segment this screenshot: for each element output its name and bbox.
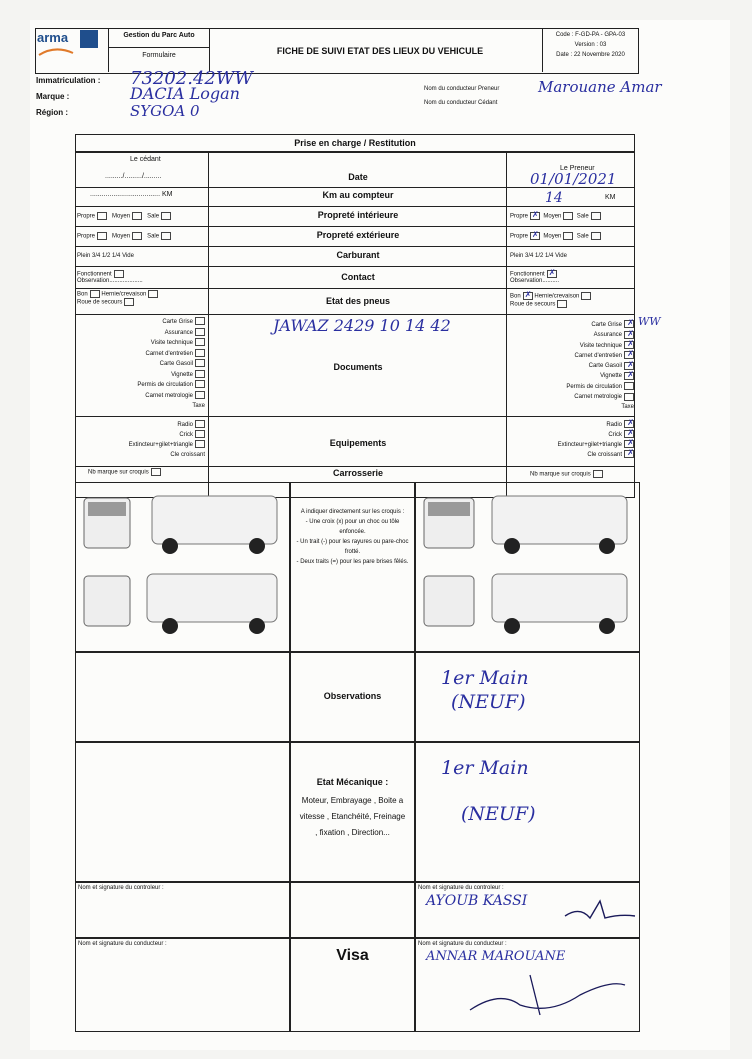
van-sketch-left-icon — [82, 488, 282, 638]
cedant-ext-opts[interactable]: Propre Moyen Sale — [77, 232, 171, 240]
sig-conducteur-value: ANNAR MAROUANE — [426, 949, 566, 964]
cedant-date-field[interactable]: ........./........./......... — [105, 173, 162, 180]
mecanique-value-cell[interactable]: 1er Main (NEUF) — [415, 742, 640, 882]
immat-label: Immatriculation : — [36, 76, 101, 85]
observations-label-cell: Observations — [290, 652, 415, 742]
form-title: FICHE DE SUIVI ETAT DES LIEUX DU VEHICULE — [276, 46, 484, 56]
marque-label: Marque : — [36, 92, 70, 101]
preneur-km-unit: KM — [605, 194, 616, 201]
preneur-docs-list[interactable]: Carte Grise✗ Assurance✗ Visite technique✗ Carnet d'entretien✗ Carte Gasoil✗ Vignette✗ Permis de circulation Carnet metrologie Taxe — [510, 320, 634, 413]
dept-title: Gestion du Parc Auto — [123, 32, 195, 39]
cedant-croquis[interactable]: Nb marque sur croquis — [88, 468, 161, 476]
sig-controleur-preneur-label: Nom et signature du controleur : — [418, 885, 504, 891]
meta-cell — [542, 28, 638, 72]
company-logo — [37, 30, 77, 70]
row-contact: Contact — [341, 272, 375, 282]
preneur-carte-grise-note: WW — [638, 315, 661, 328]
preneur-label: Nom du conducteur Preneur — [424, 86, 500, 92]
preneur-int-opts[interactable]: Propre✗ Moyen Sale — [510, 212, 601, 220]
cedant-tyre-opts[interactable]: Bon Hernie/crevaison Roue de secours — [77, 290, 158, 306]
logo-text: arma — [37, 30, 69, 45]
row-carburant: Carburant — [336, 250, 380, 260]
form-code: Code : F-GD-PA - GPA-03 — [555, 32, 626, 38]
signature-conducteur-icon — [460, 960, 630, 1025]
preneur-ext-opts[interactable]: Propre✗ Moyen Sale — [510, 232, 601, 240]
row-carrosserie: Carrosserie — [332, 468, 384, 478]
row-pneus: Etat des pneus — [325, 296, 390, 306]
cedant-label: Nom du conducteur Cédant — [424, 100, 498, 106]
sig-conducteur-preneur-label: Nom et signature du conducteur : — [418, 941, 507, 947]
cedant-km-field[interactable]: .................................... KM — [90, 191, 173, 198]
preneur-croquis[interactable]: Nb marque sur croquis — [530, 470, 603, 478]
marque-value: DACIA Logan — [130, 84, 240, 103]
form-version: Version : 03 — [574, 42, 607, 48]
row-equipements: Equipements — [329, 438, 387, 448]
dept-cell — [108, 28, 210, 72]
cedant-int-opts[interactable]: Propre Moyen Sale — [77, 212, 171, 220]
cedant-fuel-opts[interactable]: Plein 3/4 1/2 1/4 Vide — [77, 253, 134, 259]
row-documents: Documents — [333, 362, 383, 372]
mecanique-label-cell: Etat Mécanique : Moteur, Embrayage , Boite a vitesse , Etanchéité, Freinage , fixation , Direction... — [290, 742, 415, 882]
sig-controleur-value: AYOUB KASSI — [426, 893, 528, 909]
preneur-value: Marouane Amar — [538, 78, 662, 96]
visa-cell: Visa — [290, 938, 415, 1032]
row-propre-ext: Propreté extérieure — [316, 230, 400, 240]
preneur-date-value: 01/01/2021 — [530, 170, 617, 188]
croquis-instructions-cell: A indiquer directement sur les croquis : - Une croix (x) pour un choc ou tôle enfoncée. - Un trait (-) pour les rayures ou pare-choc frotté. - Deux traits (=) pour les pare brises fêlés. — [290, 482, 415, 652]
sig-controleur-cedant-label: Nom et signature du controleur : — [78, 885, 164, 891]
form-sheet — [30, 20, 730, 1050]
cedant-equip-list[interactable]: Radio Crick Extincteur+gilet+triangle Cle croissant — [128, 422, 205, 458]
emblem-icon — [80, 30, 98, 48]
section-title-cell: Prise en charge / Restitution — [75, 134, 635, 152]
form-date: Date : 22 Novembre 2020 — [556, 52, 625, 58]
cedant-docs-list[interactable]: Carte Grise Assurance Visite technique Carnet d'entretien Carte Gasoil Vignette Permis de circulation Carnet metrologie Taxe — [137, 319, 205, 409]
preneur-fuel-opts[interactable]: Plein 3/4 1/2 1/4 Vide — [510, 253, 567, 259]
row-date: Date — [348, 172, 368, 182]
preneur-docs-note: JAWAZ 2429 10 14 42 — [273, 316, 451, 335]
preneur-equip-list[interactable]: Radio✗ Crick✗ Extincteur+gilet+triangle✗ Cle croissant✗ — [510, 420, 634, 460]
sig-conducteur-cedant-label: Nom et signature du conducteur : — [78, 941, 167, 947]
preneur-head: Le Preneur — [560, 165, 595, 172]
signature-controleur-icon — [560, 896, 640, 926]
van-sketch-right-icon — [422, 488, 632, 638]
preneur-tyre-opts[interactable]: Bon✗ Hernie/crevaison Roue de secours — [510, 292, 591, 308]
dept-sub: Formulaire — [109, 47, 209, 59]
region-value: SYGOA 0 — [130, 102, 200, 120]
region-label: Région : — [36, 108, 68, 117]
preneur-contact-opts[interactable]: Fonctionnent✗ Observation.......... — [510, 270, 559, 284]
row-propre-int: Propreté intérieure — [317, 210, 399, 220]
immat-value: 73202.42WW — [130, 68, 253, 89]
logo-swoosh-icon — [37, 45, 75, 59]
row-km: Km au compteur — [322, 190, 394, 200]
preneur-km-value: 14 — [545, 190, 563, 206]
observations-value-cell[interactable]: 1er Main (NEUF) — [415, 652, 640, 742]
cedant-head: Le cédant — [130, 156, 161, 163]
cedant-contact-opts[interactable]: Fonctionnent Observation.................... — [77, 271, 143, 284]
